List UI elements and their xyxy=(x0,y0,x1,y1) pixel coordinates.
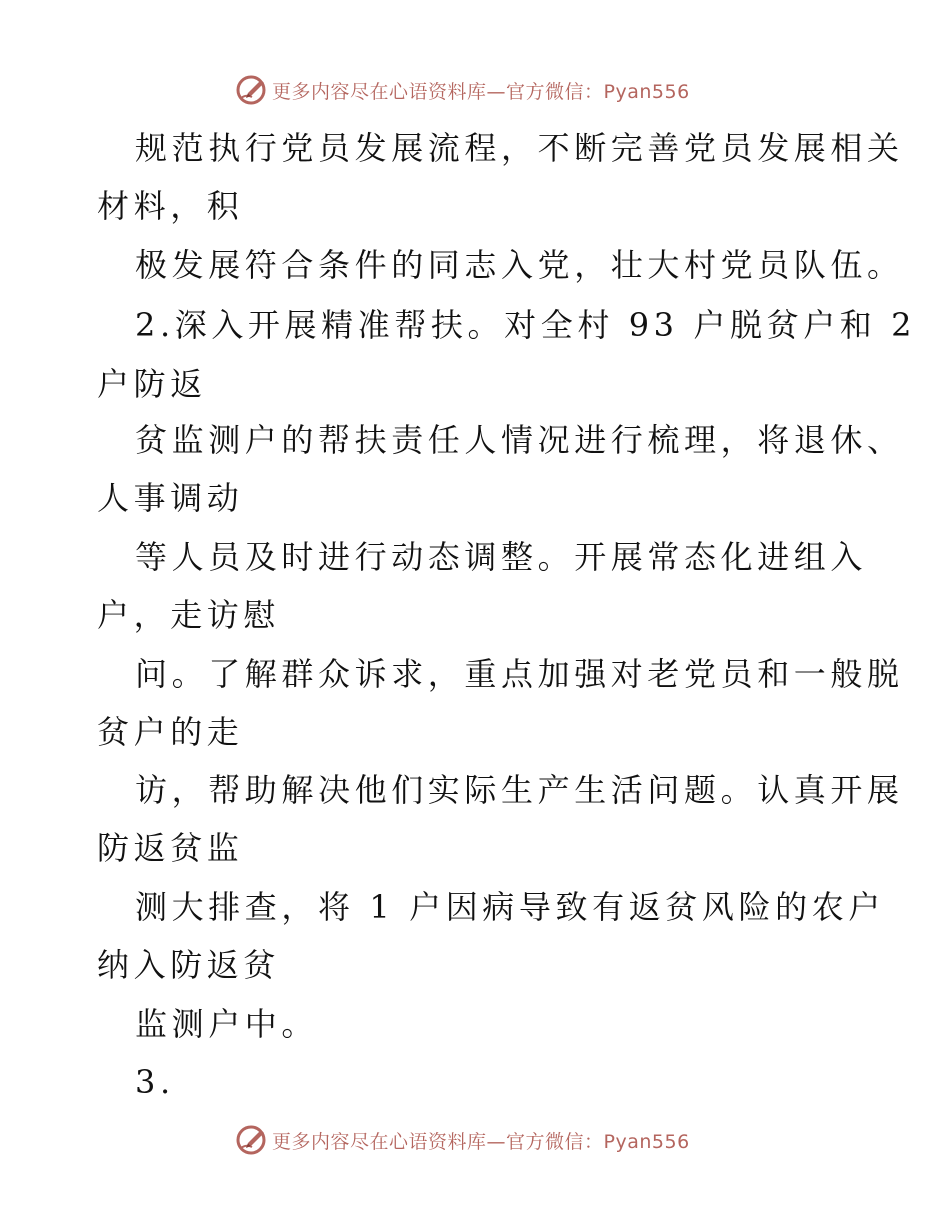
footer-banner xyxy=(234,1123,690,1157)
text-line: 纳入防返贫 xyxy=(97,946,281,984)
footer-banner-text: 更多内容尽在心语资料库—官方微信：Pyan556 xyxy=(272,1130,690,1153)
text-line: 贫户的走 xyxy=(97,713,244,751)
text-line: 问。了解群众诉求，重点加强对老党员和一般脱 xyxy=(135,655,904,693)
text-line: 极发展符合条件的同志入党，壮大村党员队伍。 xyxy=(135,246,904,284)
header-banner-text: 更多内容尽在心语资料库—官方微信：Pyan556 xyxy=(272,80,690,103)
text-line: 贫监测户的帮扶责任人情况进行梳理，将退休、 xyxy=(135,421,904,459)
text-line: 2.深入开展精准帮扶。对全村 93 户脱贫户和 2 xyxy=(135,306,917,344)
text-line: 规范执行党员发展流程，不断完善党员发展相关 xyxy=(135,129,904,167)
text-line: 人事调动 xyxy=(97,479,244,517)
text-line: 防返贫监 xyxy=(97,829,244,867)
text-line: 材料，积 xyxy=(97,187,244,225)
text-line: 测大排查，将 1 户因病导致有返贫风险的农户 xyxy=(135,888,885,926)
text-line: 等人员及时进行动态调整。开展常态化进组入 xyxy=(135,538,868,576)
text-line: 访，帮助解决他们实际生产生活问题。认真开展 xyxy=(135,771,904,809)
text-line: 监测户中。 xyxy=(135,1005,319,1043)
text-line: 3. xyxy=(135,1063,175,1101)
text-line: 户防返 xyxy=(97,365,207,403)
text-line: 户，走访慰 xyxy=(97,596,281,634)
pen-circle-logo-icon xyxy=(234,1123,268,1157)
